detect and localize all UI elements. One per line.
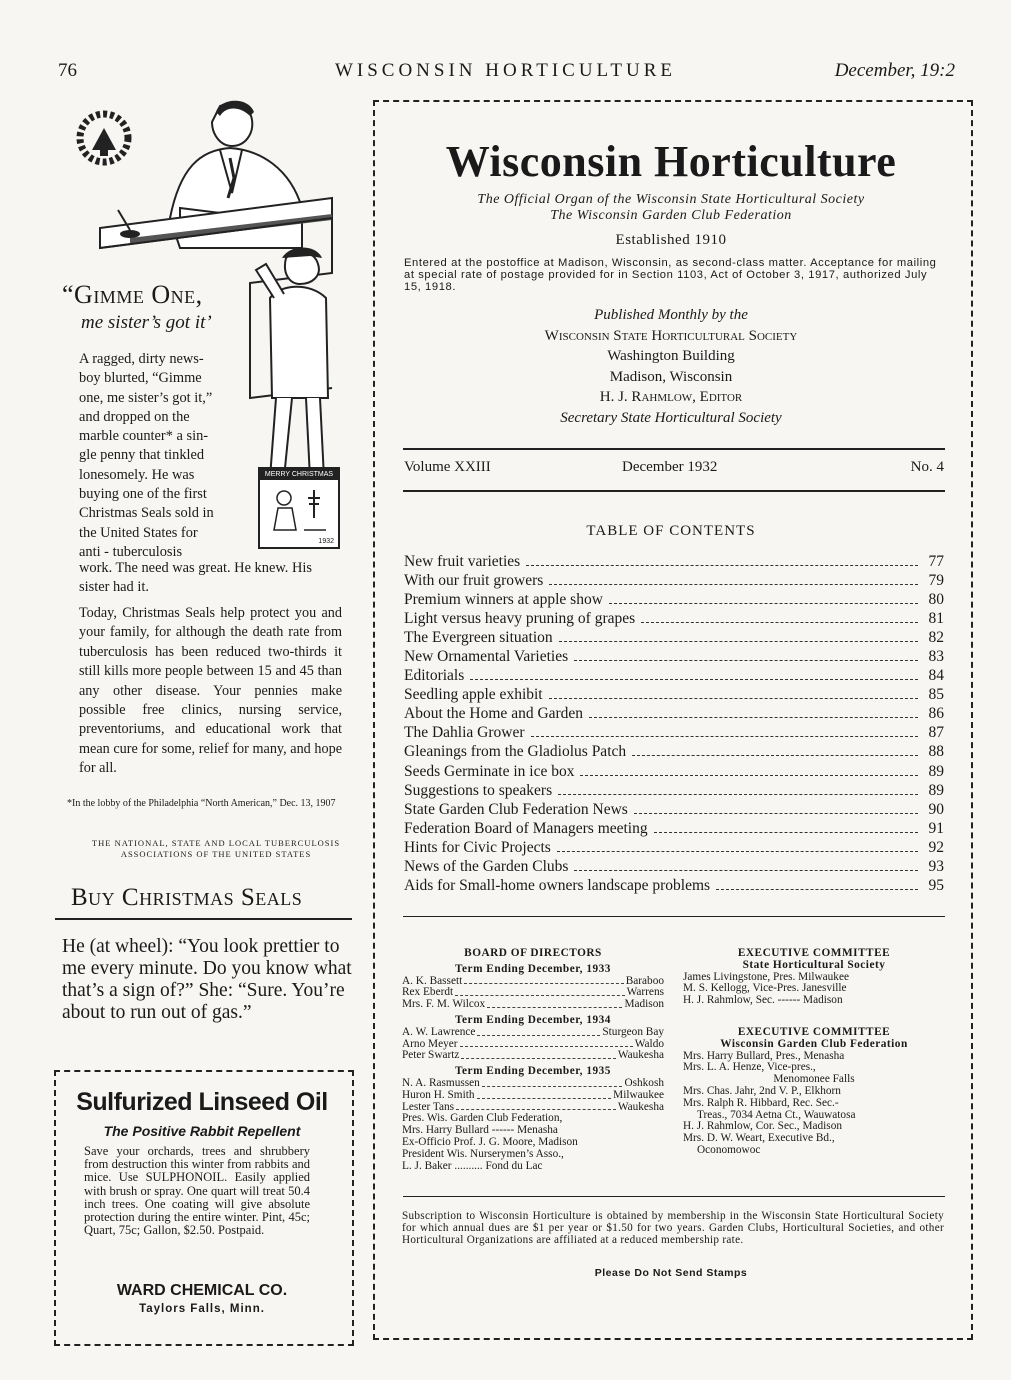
toc-row	[404, 723, 944, 742]
leader	[455, 987, 625, 996]
exec-heading: EXECUTIVE COMMITTEE	[737, 1025, 891, 1038]
term-heading: Term Ending December, 1934	[455, 1013, 611, 1026]
toc-title: Light versus heavy pruning of grapes	[404, 610, 636, 628]
running-date: December, 19:2	[834, 60, 955, 81]
term-heading: Term Ending December, 1933	[455, 962, 611, 975]
joke-filler: He (at wheel): “You look prettier to me every minute. Do you know what that’s a sign of?” She: “Sure. You’re about to run out of gas.”	[62, 936, 352, 1023]
building: Washington Building	[607, 348, 735, 364]
director-row	[402, 1050, 664, 1062]
toc-title: New Ornamental Varieties	[404, 648, 569, 666]
toc-row	[404, 762, 944, 781]
stamps-note: Please Do Not Send Stamps	[594, 1267, 748, 1279]
toc-leader	[574, 660, 918, 661]
editor: H. J. Rahmlow, Editor	[599, 389, 743, 405]
established-line: Established 1910	[615, 232, 727, 248]
society-name: Wisconsin State Horticultural Society	[544, 327, 798, 344]
issue-number: No. 4	[910, 459, 944, 475]
divider	[55, 918, 352, 920]
exec-line: H. J. Rahmlow, Cor. Sec., Madison	[683, 1120, 842, 1133]
issue-date: December 1932	[622, 459, 718, 475]
toc-row	[404, 876, 944, 895]
toc-page: 83	[928, 648, 944, 666]
director-town: Warrens	[626, 986, 664, 999]
toc-title: The Dahlia Grower	[404, 724, 525, 742]
toc-row	[404, 552, 944, 571]
toc-leader	[641, 622, 918, 623]
exec-heading: EXECUTIVE COMMITTEE	[737, 947, 891, 959]
toc-row	[404, 704, 944, 723]
director-name: A. K. Bassett	[402, 974, 463, 987]
toc-heading: TABLE OF CONTENTS	[586, 523, 756, 539]
exec-line: Mrs. L. A. Henze, Vice-pres.,	[683, 1061, 816, 1074]
ex-officio-line: Mrs. Harry Bullard ------ Menasha	[402, 1124, 558, 1137]
toc-page: 89	[928, 762, 944, 780]
ex-officio-line: L. J. Baker .......... Fond du Lac	[402, 1159, 543, 1172]
director-name: N. A. Rasmussen	[402, 1076, 480, 1089]
director-row	[402, 1090, 664, 1102]
toc-page: 88	[928, 743, 944, 761]
today-paragraph: Today, Christmas Seals help protect you and your family, for although the death rate from tuberculosis has been reduced two-thirds it still kills more people between 15 and 45 than any other disease. Your pennies make possible free clinics, nursing service, preventoriums, and educational work that mean cure for some, relief for many, and hope for all.	[79, 605, 342, 777]
ad-headline: “Gimme One,	[62, 280, 203, 309]
toc-page: 79	[928, 572, 944, 590]
toc-leader	[580, 775, 918, 776]
secretary: Secretary State Horticultural Society	[560, 409, 782, 426]
toc-page: 95	[928, 876, 944, 894]
toc-leader	[634, 813, 918, 814]
director-name: Arno Meyer	[402, 1037, 458, 1050]
story-line: the United States for	[79, 524, 198, 541]
linseed-ad-company: WARD CHEMICAL CO.	[116, 1282, 288, 1299]
ad-subheadline: me sister’s got it’	[81, 312, 212, 333]
toc-page: 89	[928, 781, 944, 799]
toc-leader	[549, 698, 918, 699]
story-line: buying one of the first	[79, 486, 207, 503]
exec-line: Oconomowoc	[697, 1143, 761, 1156]
director-town: Waldo	[634, 1037, 664, 1050]
leader	[461, 1050, 615, 1059]
linseed-ad-title: Sulfurized Linseed Oil	[76, 1088, 328, 1116]
toc-row	[404, 857, 944, 876]
publisher-block	[378, 305, 964, 428]
leader	[477, 1027, 600, 1036]
story-line: marble counter* a sin-	[79, 428, 209, 445]
toc-title: Seedling apple exhibit	[404, 686, 543, 704]
exec-subheading: State Horticultural Society	[742, 958, 886, 971]
subscription-note: Subscription to Wisconsin Horticulture is obtained by membership in the Wisconsin State Horticultural Society for which annual dues are $1 per year or $1.50 for two years. Garden Clubs, Horticultural Societies, and other Horticultural Organizations are affiliated at a reduced membership rate.	[402, 1210, 944, 1246]
director-name: Lester Tans	[402, 1100, 455, 1113]
toc-title: The Evergreen situation	[404, 629, 553, 647]
exec-line: James Livingstone, Pres. Milwaukee	[683, 970, 849, 983]
association-credit: THE NATIONAL, STATE AND LOCAL TUBERCULOSIS ASSOCIATIONS OF THE UNITED STATES	[91, 838, 341, 859]
footnote: *In the lobby of the Philadelphia “North American,” Dec. 13, 1907	[67, 798, 336, 809]
director-row	[402, 999, 664, 1011]
director-town: Waukesha	[617, 1100, 664, 1113]
story-line: boy blurted, “Gimme	[79, 370, 202, 387]
toc-page: 80	[928, 591, 944, 609]
exec-subheading: Wisconsin Garden Club Federation	[720, 1037, 908, 1050]
exec-line: Mrs. Chas. Jahr, 2nd V. P., Elkhorn	[683, 1084, 841, 1097]
exec-line: Menomonee Falls	[773, 1073, 855, 1086]
exec-line: H. J. Rahmlow, Sec. ------ Madison	[683, 994, 843, 1007]
linseed-ad-body: Save your orchards, trees and shrubbery from destruction this winter from rabbits and mice. Use SULPHONOIL. Easily applied with brush or spray. One quart will treat 50.4 inch trees. One coating will give absolute protection during the entire winter. Pint, 45c; Quart, 75c; Gallon, $2.50. Postpaid.	[84, 1144, 310, 1238]
newsboy-figure	[256, 248, 328, 487]
story-tail: work. The need was great. He knew. His sister had it.	[79, 560, 312, 596]
story-line: A ragged, dirty news-	[79, 351, 204, 367]
divider	[403, 916, 945, 917]
organ-line: The Wisconsin Garden Club Federation	[550, 208, 792, 223]
toc-row	[404, 571, 944, 590]
director-name: Huron H. Smith	[402, 1088, 475, 1101]
divider	[403, 490, 945, 492]
toc-title: About the Home and Garden	[404, 705, 584, 723]
toc-page: 81	[928, 610, 944, 628]
toc-leader	[574, 870, 918, 871]
leader	[482, 1078, 623, 1087]
exec-line: Mrs. D. W. Weart, Executive Bd.,	[683, 1132, 835, 1145]
toc-page: 91	[928, 819, 944, 837]
executive-committees	[683, 948, 945, 1157]
toc-page: 86	[928, 705, 944, 723]
director-town: Madison	[624, 998, 664, 1011]
toc-row	[404, 666, 944, 685]
director-town: Oshkosh	[624, 1076, 664, 1089]
exec-line: Mrs. Ralph R. Hibbard, Rec. Sec.-	[683, 1096, 839, 1109]
leader	[464, 976, 623, 985]
linseed-ad-subtitle: The Positive Rabbit Repellent	[103, 1123, 301, 1139]
director-name: Peter Swartz	[402, 1049, 460, 1062]
toc-row	[404, 647, 944, 666]
official-organ	[378, 192, 964, 224]
masthead-title: Wisconsin Horticulture	[445, 137, 897, 186]
toc-page: 77	[928, 553, 944, 570]
toc-page: 87	[928, 724, 944, 742]
ex-officio-line: Ex-Officio Prof. J. G. Moore, Madison	[402, 1135, 578, 1148]
toc-page: 82	[928, 629, 944, 647]
toc-title: With our fruit growers	[404, 572, 544, 590]
ex-officio-line: President Wis. Nurserymen’s Asso.,	[402, 1147, 564, 1160]
stamp-greeting: MERRY CHRISTMAS	[260, 469, 338, 480]
toc-title: Hints for Civic Projects	[404, 838, 551, 856]
stamp-year: 1932	[318, 538, 334, 545]
linseed-ad-town: Taylors Falls, Minn.	[139, 1303, 265, 1315]
toc-row	[404, 742, 944, 761]
director-town: Baraboo	[625, 974, 664, 987]
director-town: Sturgeon Bay	[602, 1025, 664, 1038]
city: Madison, Wisconsin	[609, 368, 733, 385]
toc-title: Seeds Germinate in ice box	[404, 762, 575, 780]
toc-page: 84	[928, 667, 944, 685]
divider	[403, 1196, 945, 1197]
toc-row	[404, 609, 944, 628]
postal-notice: Entered at the postoffice at Madison, Wisconsin, as second-class matter. Acceptance for mailing at special rate of postage provided for in Section 1103, Act of October 3, 1917, authorized July 15, 1918.	[404, 257, 937, 293]
director-row	[402, 1078, 664, 1090]
toc-leader	[589, 717, 918, 718]
table-of-contents	[404, 552, 944, 895]
director-town: Waukesha	[617, 1049, 664, 1062]
ex-officio-line: Pres. Wis. Garden Club Federation,	[402, 1112, 563, 1125]
exec-line: Mrs. Harry Bullard, Pres., Menasha	[683, 1049, 845, 1062]
toc-page: 90	[928, 800, 944, 818]
toc-title: Suggestions to speakers	[404, 781, 553, 799]
toc-leader	[557, 851, 918, 852]
director-name: A. W. Lawrence	[402, 1025, 476, 1038]
toc-title: New fruit varieties	[404, 553, 521, 570]
toc-leader	[531, 736, 918, 737]
toc-page: 92	[928, 838, 944, 856]
toc-title: Gleanings from the Gladiolus Patch	[404, 743, 627, 761]
exec-line: Treas., 7034 Aetna Ct., Wauwatosa	[697, 1108, 856, 1121]
toc-title: News of the Garden Clubs	[404, 857, 569, 875]
board-of-directors	[402, 948, 664, 1172]
running-title: WISCONSIN HORTICULTURE	[334, 60, 677, 81]
toc-row	[404, 781, 944, 800]
term-heading: Term Ending December, 1935	[455, 1065, 611, 1078]
story-line: Christmas Seals sold in	[79, 505, 214, 522]
story-line: one, me sister’s got it,”	[79, 389, 213, 406]
toc-title: Aids for Small-home owners landscape problems	[404, 876, 711, 894]
toc-leader	[470, 679, 918, 680]
director-name: Mrs. F. M. Wilcox	[402, 998, 486, 1011]
story-line: lonesomely. He was	[79, 466, 195, 483]
toc-row	[404, 685, 944, 704]
divider	[403, 448, 945, 450]
toc-leader	[716, 889, 918, 890]
leader	[477, 1090, 612, 1099]
director-town: Milwaukee	[613, 1088, 664, 1101]
leader	[456, 1102, 616, 1111]
toc-title: Editorials	[404, 667, 465, 685]
leader	[460, 1039, 633, 1048]
toc-row	[404, 838, 944, 857]
christmas-seal-stamp	[258, 467, 340, 549]
exec-line: M. S. Kellogg, Vice-Pres. Janesville	[683, 982, 847, 995]
toc-row	[404, 628, 944, 647]
toc-leader	[654, 832, 918, 833]
toc-leader	[609, 603, 918, 604]
volume: Volume XXIII	[404, 459, 491, 475]
newsboy-story	[79, 350, 249, 562]
director-name: Rex Eberdt	[402, 986, 454, 999]
toc-page: 93	[928, 857, 944, 875]
page-number: 76	[58, 60, 77, 81]
toc-title: Premium winners at apple show	[404, 591, 603, 609]
toc-row	[404, 590, 944, 609]
toc-title: State Garden Club Federation News	[404, 800, 628, 818]
story-line: and dropped on the	[79, 408, 190, 425]
buy-seals-title: Buy Christmas Seals	[71, 884, 303, 911]
director-row	[402, 1027, 664, 1039]
seal-figure-icon	[260, 480, 334, 534]
organ-line: The Official Organ of the Wisconsin State Horticultural Society	[477, 192, 865, 207]
toc-row	[404, 800, 944, 819]
leader	[487, 999, 622, 1008]
toc-leader	[632, 755, 918, 756]
toc-title: Federation Board of Managers meeting	[404, 819, 648, 837]
story-line: gle penny that tinkled	[79, 447, 205, 464]
toc-page: 85	[928, 686, 944, 704]
board-heading: BOARD OF DIRECTORS	[464, 947, 602, 959]
toc-row	[404, 819, 944, 838]
published-by: Published Monthly by the	[594, 307, 748, 323]
story-line: anti - tuberculosis	[79, 543, 183, 560]
toc-leader	[558, 794, 918, 795]
wreath-icon	[80, 114, 128, 162]
toc-leader	[559, 641, 918, 642]
toc-leader	[549, 584, 918, 585]
toc-leader	[526, 565, 918, 566]
